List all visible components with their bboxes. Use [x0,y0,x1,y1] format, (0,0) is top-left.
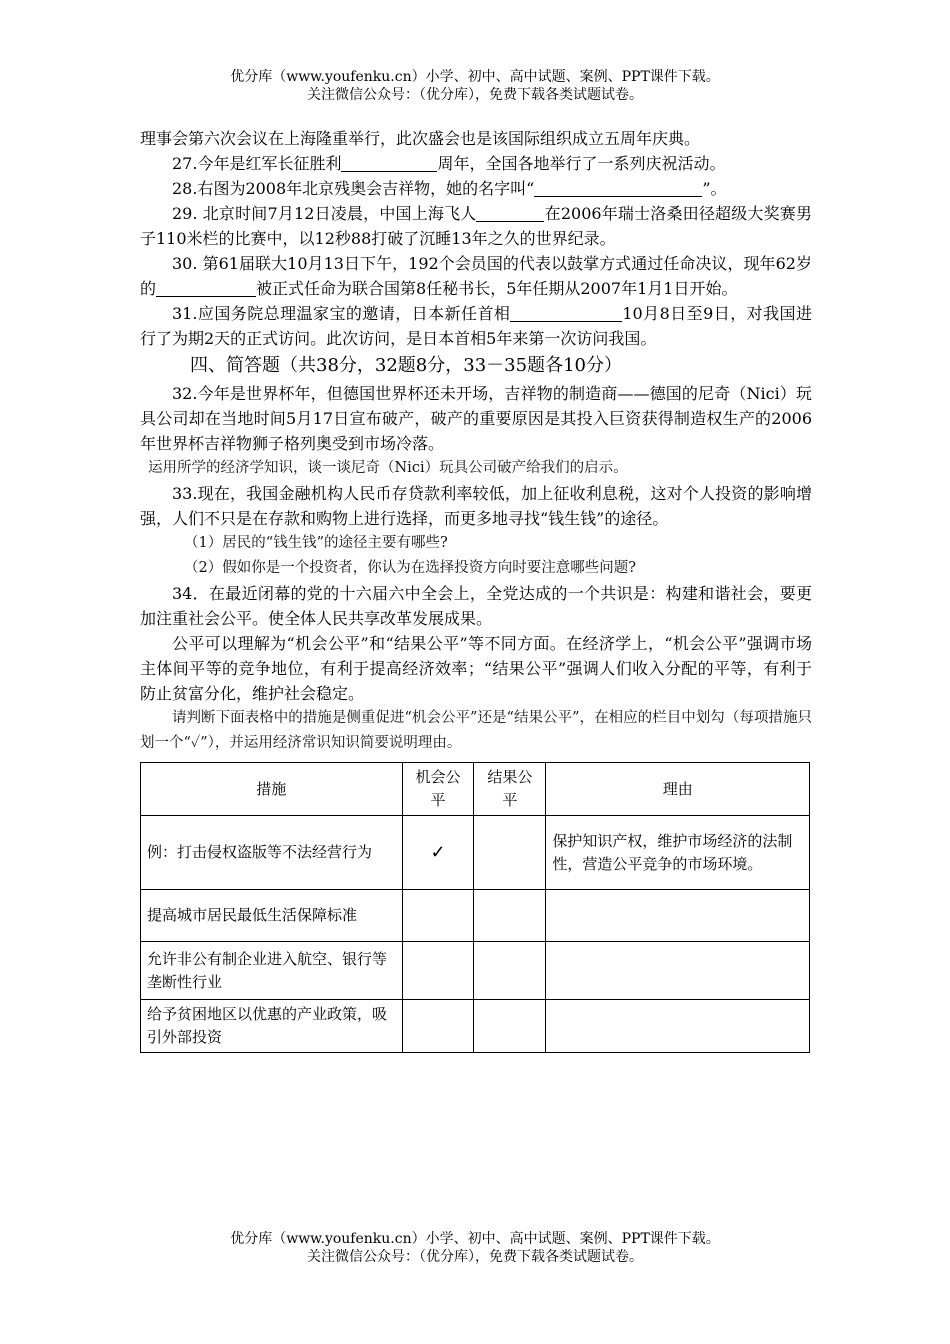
result-check-cell[interactable] [474,1000,546,1053]
answer-blank-28[interactable] [534,180,702,197]
section-4-heading: 四、简答题（共38分，32题8分，33－35题各10分） [190,355,622,376]
reason-cell[interactable]: 保护知识产权，维护市场经济的法制性，营造公平竞争的市场环境。 [546,816,810,890]
header-line-2: 关注微信公众号：（优分库），免费下载各类试题试卷。 [307,87,643,103]
measure-cell: 允许非公有制企业进入航空、银行等垄断性行业 [141,942,403,1000]
question-34-paragraph-3: 请判断下面表格中的措施是侧重促进“机会公平”还是“结果公平”，在相应的栏目中划勾（每项措施只划一个“✓”），并运用经济常识知识简要说明理由。 [140,710,812,751]
result-check-cell[interactable] [474,890,546,942]
table-row [141,816,810,890]
measure-cell: 例：打击侵权盗版等不法经营行为 [141,816,403,890]
opportunity-check-cell[interactable] [402,942,474,1000]
question-30: 30. 第61届联大10月13日下午，192个会员国的代表以鼓掌方式通过任命决议，现年62岁的 被正式任命为联合国第8任秘书长，5年任期从2007年1月1日开始。 [140,254,812,298]
question-32: 32.今年是世界杯年，但德国世界杯还未开场，吉祥物的制造商——德国的尼奇（Nici）玩具公司却在当地时间5月17日宣布破产，破产的重要原因是其投入巨资获得制造权生产的2006年世界杯吉祥物狮子格列奥受到市场冷落。 [140,384,812,453]
table-header-row [141,763,810,816]
question-29: 29. 北京时间7月12日凌晨，中国上海飞人 在2006年瑞士洛桑田径超级大奖赛男子110米栏的比赛中，以12秒88打破了沉睡13年之久的世界纪录。 [140,204,812,248]
header-measure: 措施 [141,763,403,816]
result-check-cell[interactable] [474,942,546,1000]
opportunity-check-cell[interactable] [402,1000,474,1053]
answer-blank-27[interactable] [341,155,437,172]
header-result-fairness: 结果公平 [474,763,546,816]
question-33-part-2: （2）假如你是一个投资者，你认为在选择投资方向时要注意哪些问题? [184,560,636,576]
question-34-paragraph-2: 公平可以理解为“机会公平”和“结果公平”等不同方面。在经济学上，“机会公平”强调市场主体间平等的竞争地位，有利于提高经济效率；“结果公平”强调人们收入分配的平等，有利于防止贫富分化，维护社会稳定。 [140,634,812,703]
answer-blank-31[interactable] [510,305,622,322]
page-footer [0,1230,950,1266]
reason-cell[interactable] [546,1000,810,1053]
page-header [0,68,950,104]
fairness-table [140,762,810,1053]
measure-cell: 提高城市居民最低生活保障标准 [141,890,403,942]
question-31: 31.应国务院总理温家宝的邀请，日本新任首相 10月8日至9日，对我国进行了为期2天的正式访问。此次访问，是日本首相5年来第一次访问我国。 [140,304,812,348]
result-check-cell[interactable] [474,816,546,890]
question-32-prompt: 运用所学的经济学知识，谈一谈尼奇（Nici）玩具公司破产给我们的启示。 [148,460,628,476]
table-row [141,942,810,1000]
table-row [141,1000,810,1053]
question-28: 28.右图为2008年北京残奥会吉祥物，她的名字叫“ ”。 [172,179,727,198]
opportunity-check-cell[interactable]: ✓ [402,816,474,890]
question-33: 33.现在，我国金融机构人民币存贷款利率较低，加上征收利息税，这对个人投资的影响增强，人们不只是在存款和购物上进行选择，而更多地寻找“钱生钱”的途径。 [140,484,812,528]
question-34: 34．在最近闭幕的党的十六届六中全会上，全党达成的一个共识是：构建和谐社会，要更加注重社会公平。使全体人民共享改革发展成果。 [140,584,812,628]
document-body [140,126,812,1053]
header-reason: 理由 [546,763,810,816]
answer-blank-30[interactable] [156,280,256,297]
question-27: 27.今年是红军长征胜利 周年，全国各地举行了一系列庆祝活动。 [172,154,726,173]
reason-cell[interactable] [546,890,810,942]
opportunity-check-cell[interactable] [402,890,474,942]
intro-text: 理事会第六次会议在上海隆重举行，此次盛会也是该国际组织成立五周年庆典。 [140,129,701,148]
header-line-1: 优分库（www.youfenku.cn）小学、初中、高中试题、案例、PPT课件下载。 [230,69,720,85]
footer-line-1: 优分库（www.youfenku.cn）小学、初中、高中试题、案例、PPT课件下载。 [230,1231,720,1247]
footer-line-2: 关注微信公众号：（优分库），免费下载各类试题试卷。 [307,1249,643,1265]
table-row [141,890,810,942]
question-33-part-1: （1）居民的“钱生钱”的途径主要有哪些? [184,535,448,551]
answer-blank-29[interactable] [476,205,544,222]
measure-cell: 给予贫困地区以优惠的产业政策，吸引外部投资 [141,1000,403,1053]
header-opportunity-fairness: 机会公平 [402,763,474,816]
reason-cell[interactable] [546,942,810,1000]
